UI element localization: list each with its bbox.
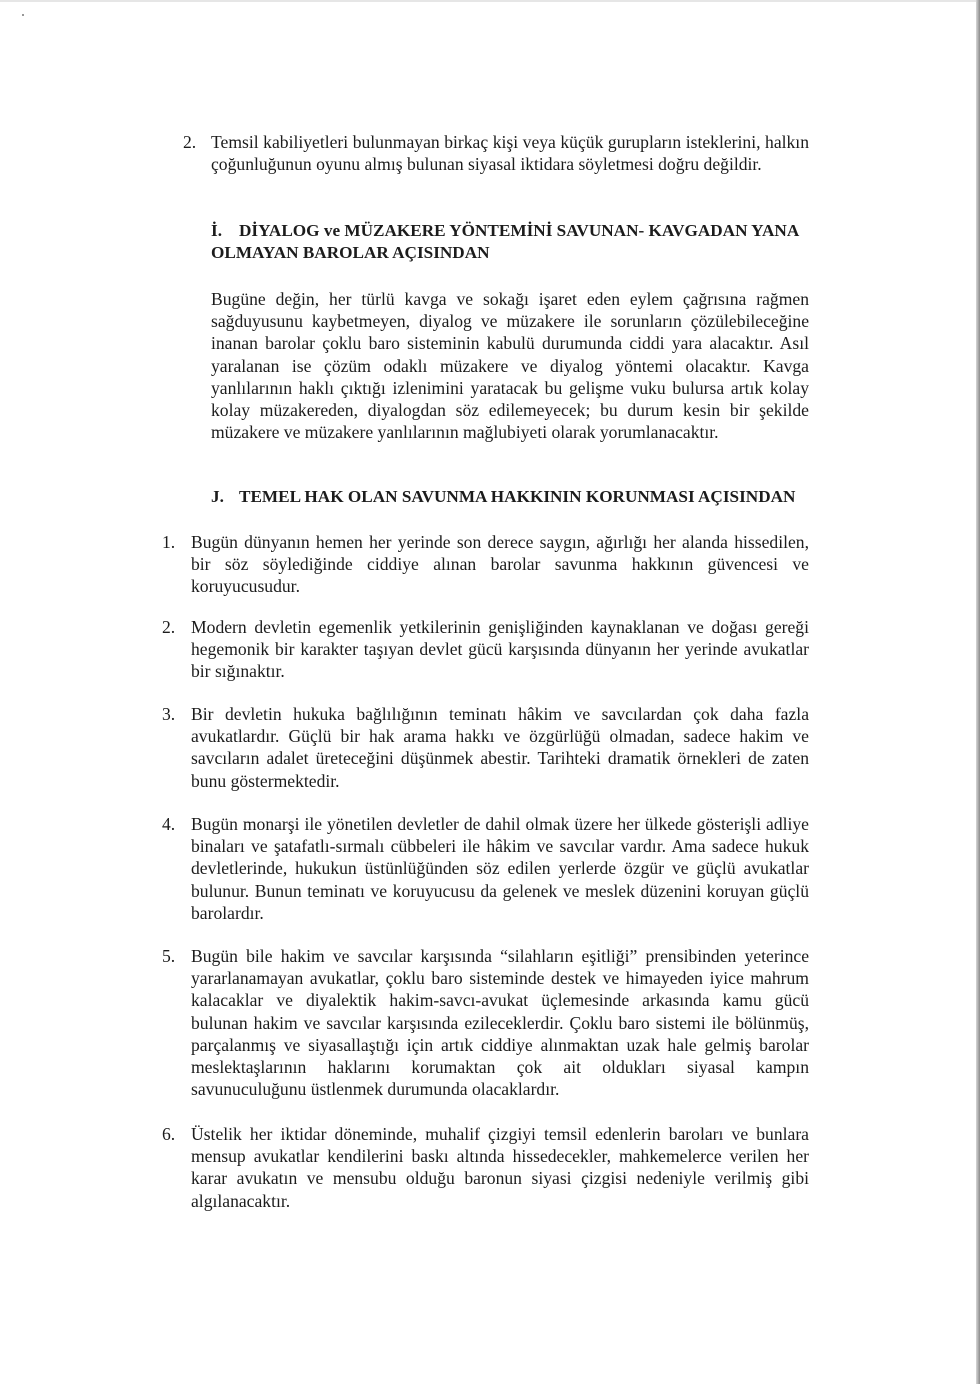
list-item-text: Bir devletin hukuka bağlılığının teminatı hâkim ve savcılardan çok daha fazla avukatlardır. Güçlü bir hak arama hakkı ve özgürlüğü olmadan, sadece hakim ve savcıların adalet üreteceğini düşünmek abestir. Tarihteki dramatik örnekleri de zaten bunu göstermektedir.: [191, 704, 809, 791]
section-heading-j: [211, 486, 811, 508]
list-item-text: Bugün dünyanın hemen her yerinde son derece saygın, ağırlığı her alanda hissedilen, bir söz söylediğinde ciddiye alınan barolar savunma hakkının güvencesi ve koruyucusudur.: [191, 532, 809, 597]
section-title: DİYALOG ve MÜZAKERE YÖNTEMİNİ SAVUNAN- KAVGADAN YANA OLMAYAN BAROLAR AÇISINDAN: [211, 221, 799, 262]
section-heading-i: [211, 220, 811, 264]
list-item-number: 2.: [183, 132, 197, 152]
section-i-paragraph: Bugüne değin, her türlü kavga ve sokağı işaret eden eylem çağrısına rağmen sağduyusunu kaybetmeyen, diyalog ve müzakere ile sorunların çözülebileceğine inanan barolar çoklu baro sisteminin kabulü durumunda ciddi yara alacaktır. Asıl yaralanan ise çözüm odaklı müzakere ve diyalog yöntemi olacaktır. Kavga yanlılarının haklı çıktığı izlenimini yaratacak bu gelişme vuku bulursa artık kolay kolay müzakereden, diyalogdan söz edilemeyecek; bu durum kesin bir şekilde müzakere ve müzakere yanlılarının mağlubiyeti olarak yorumlanacaktır.: [211, 289, 809, 443]
scan-speck: [22, 14, 24, 16]
scan-edge-right: [976, 0, 980, 1384]
list-item-text: Bugün bile hakim ve savcılar karşısında “silahların eşitliği” prensibinden yeterince yararlanamayan avukatlar, çoklu baro sisteminde destek ve himayeden iyice mahrum kalacaklar ve diyalektik hakim-savcı-avukat üçlemesinde arkasında kamu gücü bulunan hakim ve savcılar karşısında ezileceklerdir. Çoklu baro sistemi ile bölünmüş, parçalanmış ve siyasallaştığı için artık ciddiye alınmaktan uzak hale gelmiş barolar meslektaşlarının haklarını korumaktan çok ait oldukları siyasal kampın savunuculuğunu üstlenmek durumunda olacaklardır.: [191, 946, 809, 1100]
list-item-number: 3.: [162, 704, 176, 724]
list-item-number: 4.: [162, 814, 176, 834]
list-item-number: 1.: [162, 532, 176, 552]
list-item-text: Temsil kabiliyetleri bulunmayan birkaç kişi veya küçük gurupların isteklerini, halkın çoğunluğunun oyunu almış bulunan siyasal iktidara söyletmesi doğru değildir.: [211, 132, 809, 175]
section-letter: J.: [211, 487, 224, 506]
list-item-text: Üstelik her iktidar döneminde, muhalif çizgiyi temsil edenlerin baroları ve bunlara mensup avukatlar kendilerini baskı altında hissedecekler, mahkemelerce verilen her karar avukatın ve mensubu olduğu baronun siyasi çizgisi nedeniyle verilmiş gibi algılanacaktır.: [191, 1124, 809, 1211]
list-item-number: 2.: [162, 617, 176, 637]
list-item-number: 5.: [162, 946, 176, 966]
list-item-text: Modern devletin egemenlik yetkilerinin genişliğinden kaynaklanan ve doğası gereği hegemonik bir karakter taşıyan devlet gücü karşısında dünyanın her yerinde avukatlar bir sığınaktır.: [191, 617, 809, 682]
list-item-text: Bugün monarşi ile yönetilen devletler de dahil olmak üzere her ülkede gösterişli adliye binaları ve şatafatlı-sırmalı cübbeleri ile hâkim ve savcılar vardır. Ama sadece hukuk devletlerinde, hukukun üstünlüğünden söz edilen yerlerde özgür ve güçlü avukatlar bulunur. Bunun teminatı ve koruyucusu da gelenek ve meslek düzenini koruyan güçlü barolardır.: [191, 814, 809, 923]
section-title: TEMEL HAK OLAN SAVUNMA HAKKININ KORUNMASI AÇISINDAN: [239, 487, 796, 506]
scan-edge-top: [0, 0, 980, 2]
section-letter: İ.: [211, 221, 222, 240]
list-item-number: 6.: [162, 1124, 176, 1144]
